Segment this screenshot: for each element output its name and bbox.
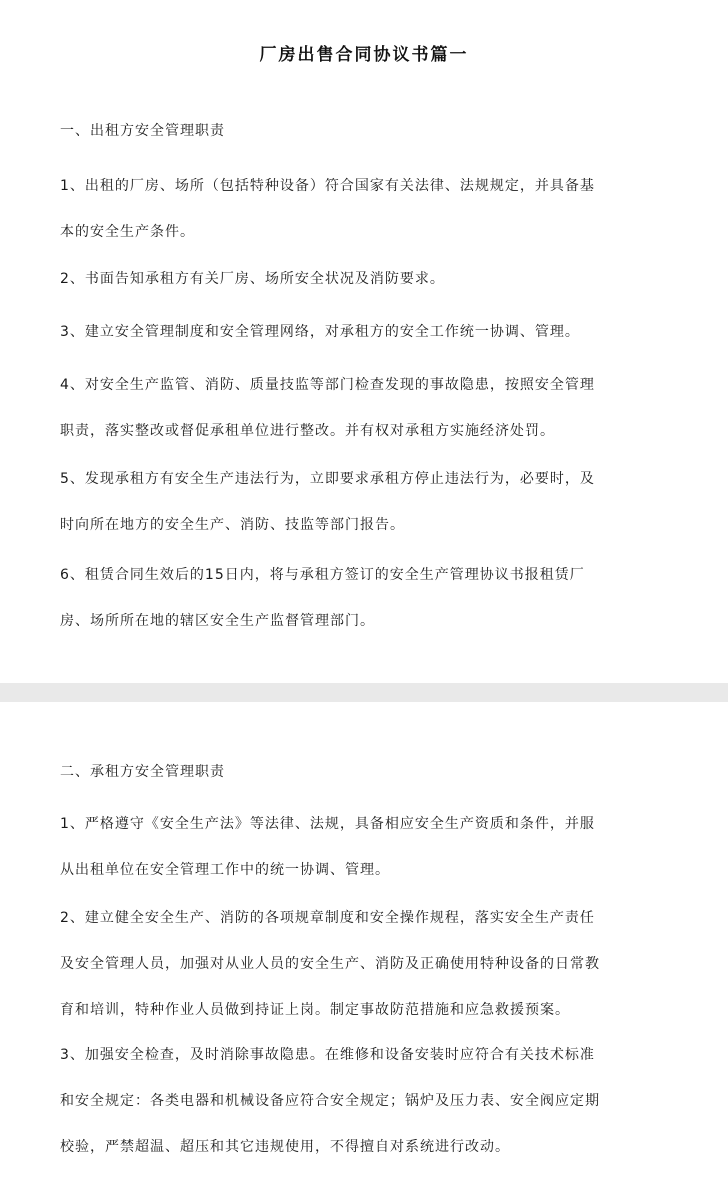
paragraph-line: 2、书面告知承租方有关厂房、场所安全状况及消防要求。 (60, 271, 445, 287)
paragraph-line: 本的安全生产条件。 (60, 224, 195, 240)
document-page-2 (0, 702, 728, 1155)
paragraph-1-6 (60, 568, 660, 660)
paragraph-2-2 (60, 911, 660, 1049)
page-separator (0, 683, 728, 702)
paragraph-line: 房、场所所在地的辖区安全生产监督管理部门。 (60, 613, 375, 629)
paragraph-line: 1、严格遵守《安全生产法》等法律、法规，具备相应安全生产资质和条件，并服 (60, 816, 595, 832)
section-heading-1: 一、出租方安全管理职责 (60, 123, 225, 139)
section-heading-2: 二、承租方安全管理职责 (60, 764, 225, 780)
paragraph-line: 及安全管理人员，加强对从业人员的安全生产、消防及正确使用特种设备的日常教 (60, 956, 600, 972)
paragraph-1-2 (60, 272, 660, 318)
paragraph-line: 和安全规定：各类电器和机械设备应符合安全规定；锅炉及压力表、安全阀应定期 (60, 1093, 600, 1109)
paragraph-1-3 (60, 325, 660, 371)
paragraph-2-1 (60, 817, 660, 909)
paragraph-line: 育和培训，特种作业人员做到持证上岗。制定事故防范措施和应急救援预案。 (60, 1002, 570, 1018)
paragraph-line: 4、对安全生产监管、消防、质量技监等部门检查发现的事故隐患，按照安全管理 (60, 377, 595, 393)
paragraph-line: 从出租单位在安全管理工作中的统一协调、管理。 (60, 862, 390, 878)
paragraph-line: 2、建立健全安全生产、消防的各项规章制度和安全操作规程，落实安全生产责任 (60, 910, 595, 926)
paragraph-line: 职责，落实整改或督促承租单位进行整改。并有权对承租方实施经济处罚。 (60, 423, 555, 439)
paragraph-line: 1、出租的厂房、场所（包括特种设备）符合国家有关法律、法规规定，并具备基 (60, 178, 595, 194)
paragraph-line: 时向所在地方的安全生产、消防、技监等部门报告。 (60, 517, 405, 533)
document-title: 厂房出售合同协议书篇一 (259, 45, 469, 65)
paragraph-1-1 (60, 179, 660, 271)
paragraph-line: 6、租赁合同生效后的15日内，将与承租方签订的安全生产管理协议书报租赁厂 (60, 567, 585, 583)
paragraph-2-3 (60, 1048, 660, 1186)
paragraph-1-4 (60, 378, 660, 470)
paragraph-1-5 (60, 472, 660, 564)
paragraph-line: 校验，严禁超温、超压和其它违规使用，不得擅自对系统进行改动。 (60, 1139, 510, 1155)
paragraph-line: 3、加强安全检查，及时消除事故隐患。在维修和设备安装时应符合有关技术标准 (60, 1047, 595, 1063)
paragraph-line: 5、发现承租方有安全生产违法行为，立即要求承租方停止违法行为，必要时，及 (60, 471, 595, 487)
paragraph-line: 3、建立安全管理制度和安全管理网络，对承租方的安全工作统一协调、管理。 (60, 324, 580, 340)
